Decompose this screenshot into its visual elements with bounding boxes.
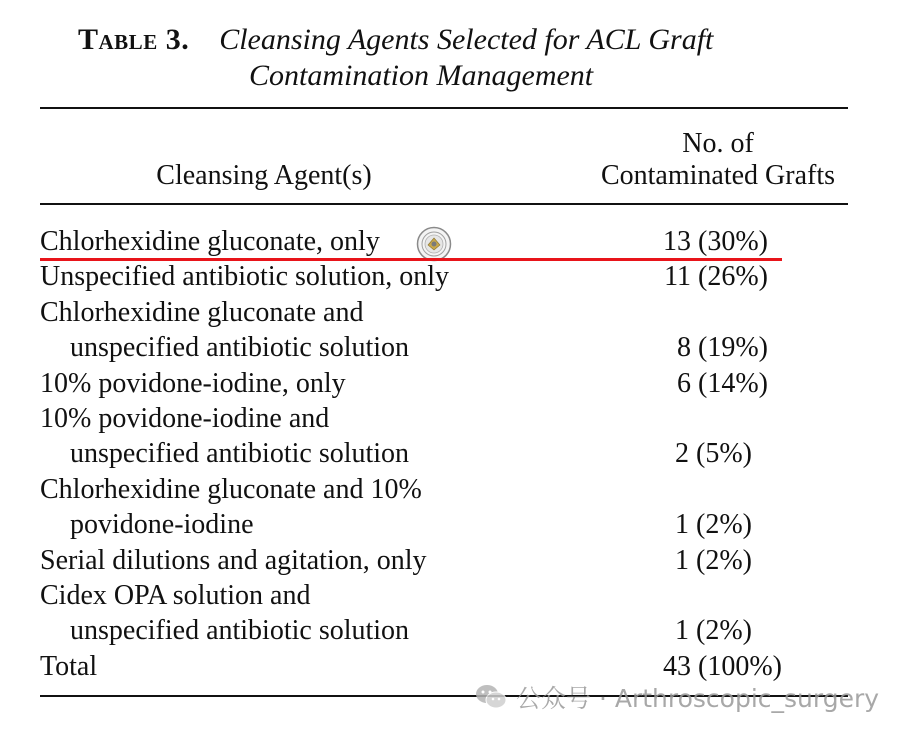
row-agent-line-1: Total	[40, 651, 98, 682]
row-count: 8 (19%)	[677, 332, 768, 363]
column-header-count	[582, 128, 854, 192]
row-count: 2 (5%)	[675, 438, 752, 469]
table-title-line-1: Cleansing Agents Selected for ACL Graft	[219, 23, 714, 56]
row-agent	[40, 366, 346, 401]
column-header-agent: Cleansing Agent(s)	[156, 160, 372, 191]
row-count: 1 (2%)	[675, 509, 752, 540]
row-agent	[40, 224, 380, 259]
table-title-line-2: Contamination Management	[249, 59, 594, 92]
wechat-icon	[474, 683, 508, 711]
row-count: 6 (14%)	[677, 368, 768, 399]
row-agent	[40, 578, 409, 648]
row-agent-line-1: Chlorhexidine gluconate and	[40, 297, 364, 328]
row-agent-line-1: Cidex OPA solution and	[40, 580, 311, 611]
watermark	[474, 680, 879, 714]
column-header-count-line-2: Contaminated Grafts	[600, 160, 836, 191]
row-agent	[40, 649, 97, 684]
row-agent-line-2: unspecified antibiotic solution	[70, 332, 410, 363]
row-count: 43 (100%)	[663, 651, 782, 682]
table-label: Table 3.	[78, 23, 190, 56]
row-count: 13 (30%)	[663, 226, 768, 257]
row-count: 1 (2%)	[675, 615, 752, 646]
row-agent-line-1: 10% povidone-iodine and	[40, 403, 330, 434]
caption-line-1	[78, 22, 713, 58]
row-count: 1 (2%)	[675, 545, 752, 576]
top-rule	[40, 107, 848, 109]
row-agent-line-2: unspecified antibiotic solution	[70, 615, 410, 646]
row-agent	[40, 472, 422, 542]
row-agent-line-1: Chlorhexidine gluconate and 10%	[40, 474, 422, 505]
header-rule	[40, 203, 848, 205]
row-count: 11 (26%)	[664, 261, 768, 292]
row-agent-line-1: Chlorhexidine gluconate, only	[40, 226, 380, 257]
row-agent	[40, 543, 427, 578]
row-agent-line-2: povidone-iodine	[70, 509, 254, 540]
row-agent-line-1: Unspecified antibiotic solution, only	[40, 261, 450, 292]
column-header-count-line-1: No. of	[682, 128, 754, 159]
row-agent	[40, 259, 449, 294]
row-agent-line-2: unspecified antibiotic solution	[70, 438, 410, 469]
row-agent-line-1: Serial dilutions and agitation, only	[40, 545, 427, 576]
row-agent	[40, 295, 409, 365]
seal-icon	[416, 226, 452, 262]
watermark-text: 公众号 · Arthroscopic_surgery	[516, 684, 880, 713]
row-agent-line-1: 10% povidone-iodine, only	[40, 368, 346, 399]
row-agent	[40, 401, 409, 471]
